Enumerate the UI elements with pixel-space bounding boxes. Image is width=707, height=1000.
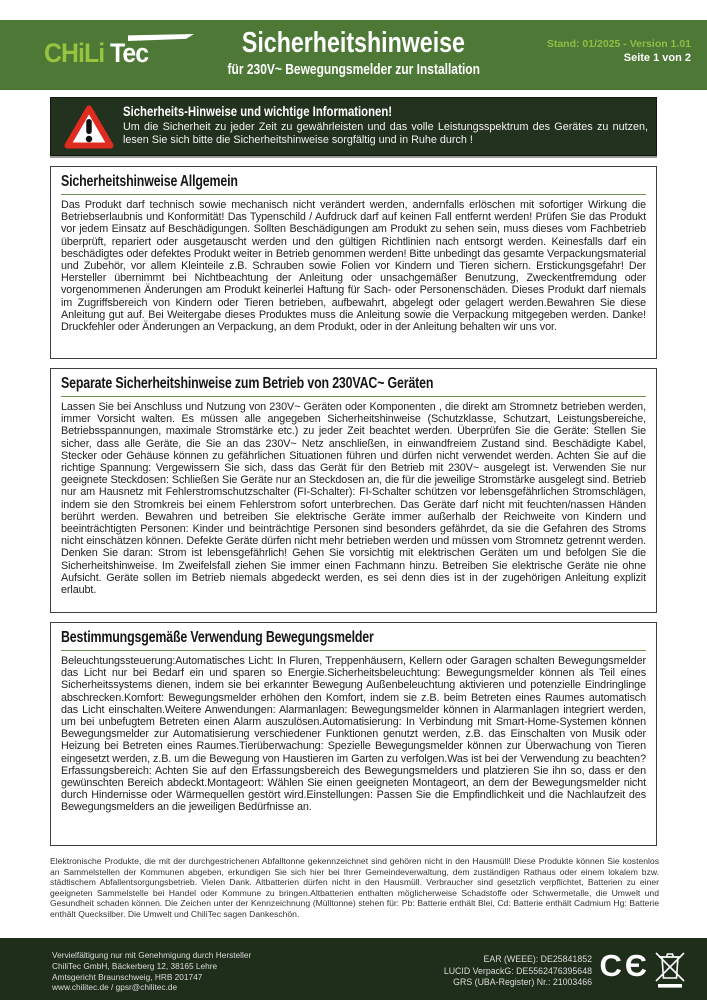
section-title: Bestimmungsgemäße Verwendung Bewegungsmelder <box>61 629 374 646</box>
logo-text-tec: Tec <box>109 38 148 68</box>
section-title-rule <box>61 194 646 195</box>
document-title: Sicherheitshinweise <box>241 27 466 59</box>
footer-website-link[interactable]: www.chilitec.de / gpsr@chilitec.de <box>52 982 178 993</box>
section-title-rule <box>61 650 646 651</box>
ce-mark-icon: CЄ <box>599 948 650 983</box>
header-meta-block <box>547 37 691 66</box>
logo-text-chili: CHiLi <box>44 38 105 68</box>
footer-address-line: ChiliTec GmbH, Bäckerberg 12, 38165 Lehre <box>52 960 218 971</box>
footer-copyright-line: Vervielfältigung nur mit Genehmigung durch Hersteller <box>52 950 252 960</box>
footer-grs-line: GRS (UBA-Register) Nr.: 21003466 <box>453 977 592 987</box>
weee-crossed-bin-icon <box>653 950 687 990</box>
section-body: Das Produkt darf technisch sowie mechanisch nicht verändert werden, andernfalls erlöschen mit sofortiger Wirkung die Betriebserlaubnis und Konformität! Das Typenschild / Aufdruck darf auf keinen Fall entfernt werden! Prüfen Sie das Produkt vor jedem Einsatz auf Beschädigungen. Sollten Beschädigungen am Produkt zu sehen sein, muss dieses vom Fachbetrieb überprüft, repariert oder ausgetauscht werden und den gültigen Richtlinien nach entsorgt werden. Keinesfalls darf ein beschädigtes oder defektes Produkt weiter in Betrieb genommen werden! Bitte unbedingt das gesamte Verpackungsmaterial und Zubehör, vor allem Kleinteile z.B. Schrauben sowie Folien vor Kindern und Tieren sichern. Erstickungsgefahr! Der Hersteller übernimmt bei Nichtbeachtung der Anleitung oder unsachgemäßer Benutzung, Zweckentfremdung oder vorgenommenen Änderungen am Produkt keinerlei Haftung für Sach- oder Personenschäden. Dieses Produkt darf niemals im Zugriffsbereich von Kindern oder Tieren betrieben, aufbewahrt, abgelegt oder gelagert werden.Bewahren Sie diese Anleitung gut auf. Bei Weitergabe dieses Produktes muss die Anleitung sowie die Verpackung mitgegeben werden. Danke! Druckfehler oder Änderungen an Verpackung, an dem Produkt, oder in der Anleitung behalten wir uns vor. <box>61 199 646 334</box>
warning-title: Sicherheits-Hinweise und wichtige Informationen! <box>123 104 393 119</box>
section-title-rule <box>61 396 646 397</box>
section-title: Sicherheitshinweise Allgemein <box>61 173 238 190</box>
warning-text-block <box>123 103 648 147</box>
footer-register-line: Amtsgericht Braunschweig, HRB 201747 <box>52 971 203 982</box>
section-intended-use <box>50 622 657 846</box>
footer-lucid-line: LUCID VerpackG: DE5562476395648 <box>443 965 592 976</box>
document-subtitle: für 230V~ Bewegungsmelder zur Installation <box>227 61 480 78</box>
warning-triangle-icon <box>64 105 114 150</box>
section-230vac-safety <box>50 368 657 613</box>
warning-body: Um die Sicherheit zu jeder Zeit zu gewährleisten und das volle Leistungsspektrum des Gerätes zu nutzen, lesen Sie sich bitte die Sicherheitshinweise sorgfältig und in Ruhe durch ! <box>123 121 648 146</box>
warning-banner <box>50 97 657 156</box>
footer-registration-block <box>444 954 592 989</box>
page-number: Seite 1 von 2 <box>623 52 691 64</box>
disposal-note: Elektronische Produkte, die mit der durchgestrichenen Abfalltonne gekennzeichnet sind gehören nicht in den Hausmüll! Diese Produkte können Sie kostenlos an Sammelstellen der Kommunen abgeben, erkundigen Sie sich hier bei Ihrer Gemeindeverwaltung, dem zuständigen Rathaus oder einem lokalem bzw. städtischem Abfallentsorgungsbetrieb. Vielen Dank. Altbatterien dürfen nicht in den Hausmüll. Verbraucher sind gesetzlich verpflichtet, Batterien zu einer geeigneten Sammelstelle bei Handel oder Kommune zu bringen.Altbatterien enthalten möglicherweise Schadstoffe oder Schwermetalle, die Umwelt und Gesundheit schaden können. Die Zeichen unter der Kennzeichnung (Mülltonne) stehen für: Pb: Batterie enthält Blei, Cd: Batterie enthält Cadmium Hg: Batterie enthält Quecksilber. Die Umwelt und ChiliTec sagen Dankeschön. <box>50 856 659 919</box>
footer-company-block <box>52 950 251 993</box>
section-body: Lassen Sie bei Anschluss und Nutzung von 230V~ Geräten oder Komponenten , die direkt am Stromnetz betrieben werden, immer Vorsicht walten. Es müssen alle angegeben Sicherheitshinweise (Schutzklasse, Schutzart, Leistungsbereiche, Betriebsspannungen, maximale Stromstärke etc.) zu jeder Zeit beachtet werden. Überprüfen Sie die Geräte: Stellen Sie sicher, dass alle Geräte, die Sie an das 230V~ Netz anschließen, in einwandfreiem Zustand sind. Beschädigte Kabel, Stecker oder Gehäuse können zu gefährlichen Situationen führen und dürfen nicht verwendet werden. Achten Sie auf die richtige Spannung: Vergewissern Sie sich, dass das Gerät für den Betrieb mit 230V~ ausgelegt ist. Verwenden Sie nur geeignete Steckdosen: Schließen Sie Geräte nur an Steckdosen an, die für die jeweilige Stromstärke ausgelegt sind. Betrieb nur am Hausnetz mit Fehlerstromschutzschalter (FI-Schalter): FI-Schalter schützen vor lebensgefährlichen Stromschlägen, indem sie den Stromkreis bei einem Fehlerstrom sofort unterbrechen. Das Geräte darf nicht mit feuchten/nassen Händen berührt werden. Bewahren und betreiben Sie elektrische Geräte immer außerhalb der Reichweite von Kindern und beeinträchtigten Personen: Kinder und beinträchtige Personen sind besonders gefährdet, da sie die Gefahren des Stroms nicht einschätzen können. Defekte Geräte dürfen nicht mehr betrieben werden und müssen vom Stromnetz getrennt werden. Denken Sie daran: Strom ist lebensgefährlich! Gehen Sie vorsichtig mit elektrischen Geräten um und befolgen Sie die Sicherheitshinweise. Im Zweifelsfall ziehen Sie immer einen Fachmann hinzu. Betreiben Sie elektrische Geräte nie ohne Aufsicht. Geräte sollen im Betrieb niemals abgedeckt werden, es sei denn dies ist in der zugehörigen Anleitung explizit erlaubt. <box>61 401 646 597</box>
section-general-safety <box>50 166 657 359</box>
header-bar <box>0 20 707 90</box>
footer-ear-weee-line: EAR (WEEE): DE25841852 <box>483 954 592 964</box>
section-body: Beleuchtungssteuerung:Automatisches Licht: In Fluren, Treppenhäusern, Kellern oder Garagen schalten Bewegungsmelder das Licht nur bei Bedarf ein und sparen so Energie.Sicherheitsbeleuchtung: Bewegungsmelder können als Teil eines Sicherheitssystems dienen, indem sie bei erkannter Bewegung Außenbeleuchtung aktivieren und potenzielle Eindringlinge abschrecken.Komfort: Bewegungsmelder erhöhen den Komfort, indem sie z.B. beim Betreten eines Raumes automatisch das Licht einschalten.Weitere Anwendungen: Alarmanlagen: Bewegungsmelder können in Alarmanlagen integriert werden, um bei unbefugtem Betreten einen Alarm auszulösen.Automatisierung: In Verbindung mit Smart-Home-Systemen können Bewegungsmelder zur Automatisierung verschiedener Funktionen genutzt werden, z.B. das Einschalten von Musik oder Heizung bei Betreten eines Raumes.Tierüberwachung: Spezielle Bewegungsmelder können zur Überwachung von Tieren eingesetzt werden, z.B. um die Bewegung von Haustieren im Garten zu verfolgen.Was ist bei der Verwendung zu beachten?Erfassungsbereich: Achten Sie auf den Erfassungsbereich des Bewegungsmelders und platzieren Sie ihn so, dass er den gewünschten Bereich abdeckt.Montageort: Wählen Sie einen geeigneten Montageort, an dem der Bewegungsmelder nicht durch Hindernisse oder Wärmequellen gestört wird.Einstellungen: Passen Sie die Empfindlichkeit und die Nachlaufzeit des Bewegungsmelders an die jeweiligen Bedürfnisse an. <box>61 655 646 814</box>
footer-bar <box>0 938 707 1000</box>
version-line: Stand: 01/2025 - Version 1.01 <box>546 38 691 50</box>
section-title: Separate Sicherheitshinweise zum Betrieb von 230VAC~ Geräten <box>61 375 434 392</box>
